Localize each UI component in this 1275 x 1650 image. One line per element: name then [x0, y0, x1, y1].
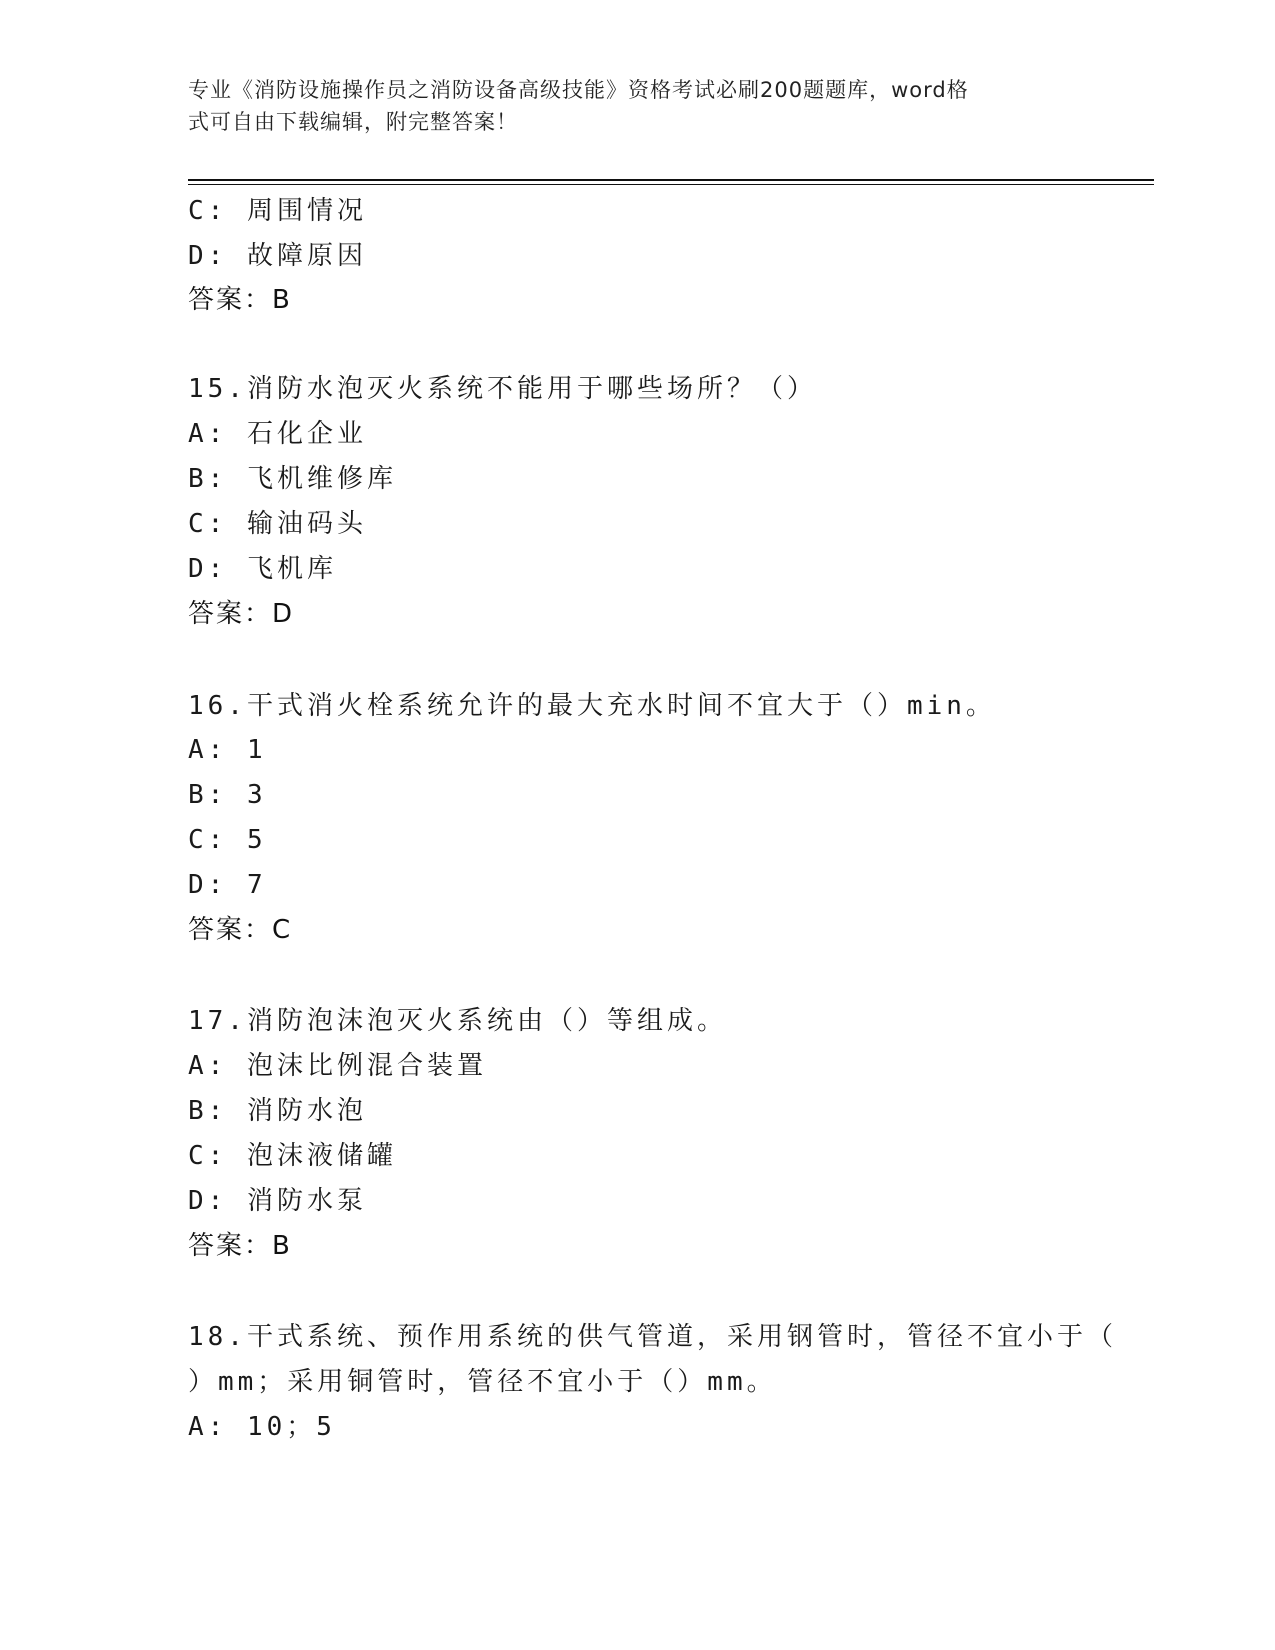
header-line-1: 专业《消防设施操作员之消防设备高级技能》资格考试必刷200题题库，word格: [188, 78, 969, 102]
answer: 答案：C: [188, 915, 293, 945]
option-d: D: 7: [188, 870, 267, 900]
option-a: A: 1: [188, 735, 267, 765]
option-b: B: 3: [188, 780, 267, 810]
question-stem: 15.消防水泡灭火系统不能用于哪些场所？（）: [188, 374, 817, 404]
answer: 答案：B: [188, 1231, 292, 1261]
question-stem: 16.干式消火栓系统允许的最大充水时间不宜大于（）min。: [188, 691, 996, 721]
option-a: A: 石化企业: [188, 419, 367, 449]
header-line-2: 式可自由下载编辑，附完整答案！: [188, 110, 518, 134]
question-stem-line-1: 18.干式系统、预作用系统的供气管道，采用钢管时，管径不宜小于（: [188, 1322, 1117, 1352]
option-b: B: 消防水泡: [188, 1096, 367, 1126]
option-b: B: 飞机维修库: [188, 464, 397, 494]
option-d: D: 故障原因: [188, 241, 367, 271]
header-divider-thick: [188, 179, 1154, 181]
answer: 答案：B: [188, 285, 292, 315]
option-c: C: 5: [188, 825, 267, 855]
option-c: C: 周围情况: [188, 196, 367, 226]
answer: 答案：D: [188, 599, 295, 629]
header-divider-thin: [188, 184, 1154, 185]
question-stem: 17.消防泡沫泡灭火系统由（）等组成。: [188, 1006, 727, 1036]
document-header: [188, 74, 1068, 138]
option-c: C: 泡沫液储罐: [188, 1141, 397, 1171]
option-c: C: 输油码头: [188, 509, 367, 539]
option-a: A: 10；5: [188, 1412, 336, 1442]
option-d: D: 消防水泵: [188, 1186, 367, 1216]
question-stem-line-2: ）mm；采用铜管时，管径不宜小于（）mm。: [188, 1367, 777, 1397]
option-d: D: 飞机库: [188, 554, 337, 584]
option-a: A: 泡沫比例混合装置: [188, 1051, 487, 1081]
